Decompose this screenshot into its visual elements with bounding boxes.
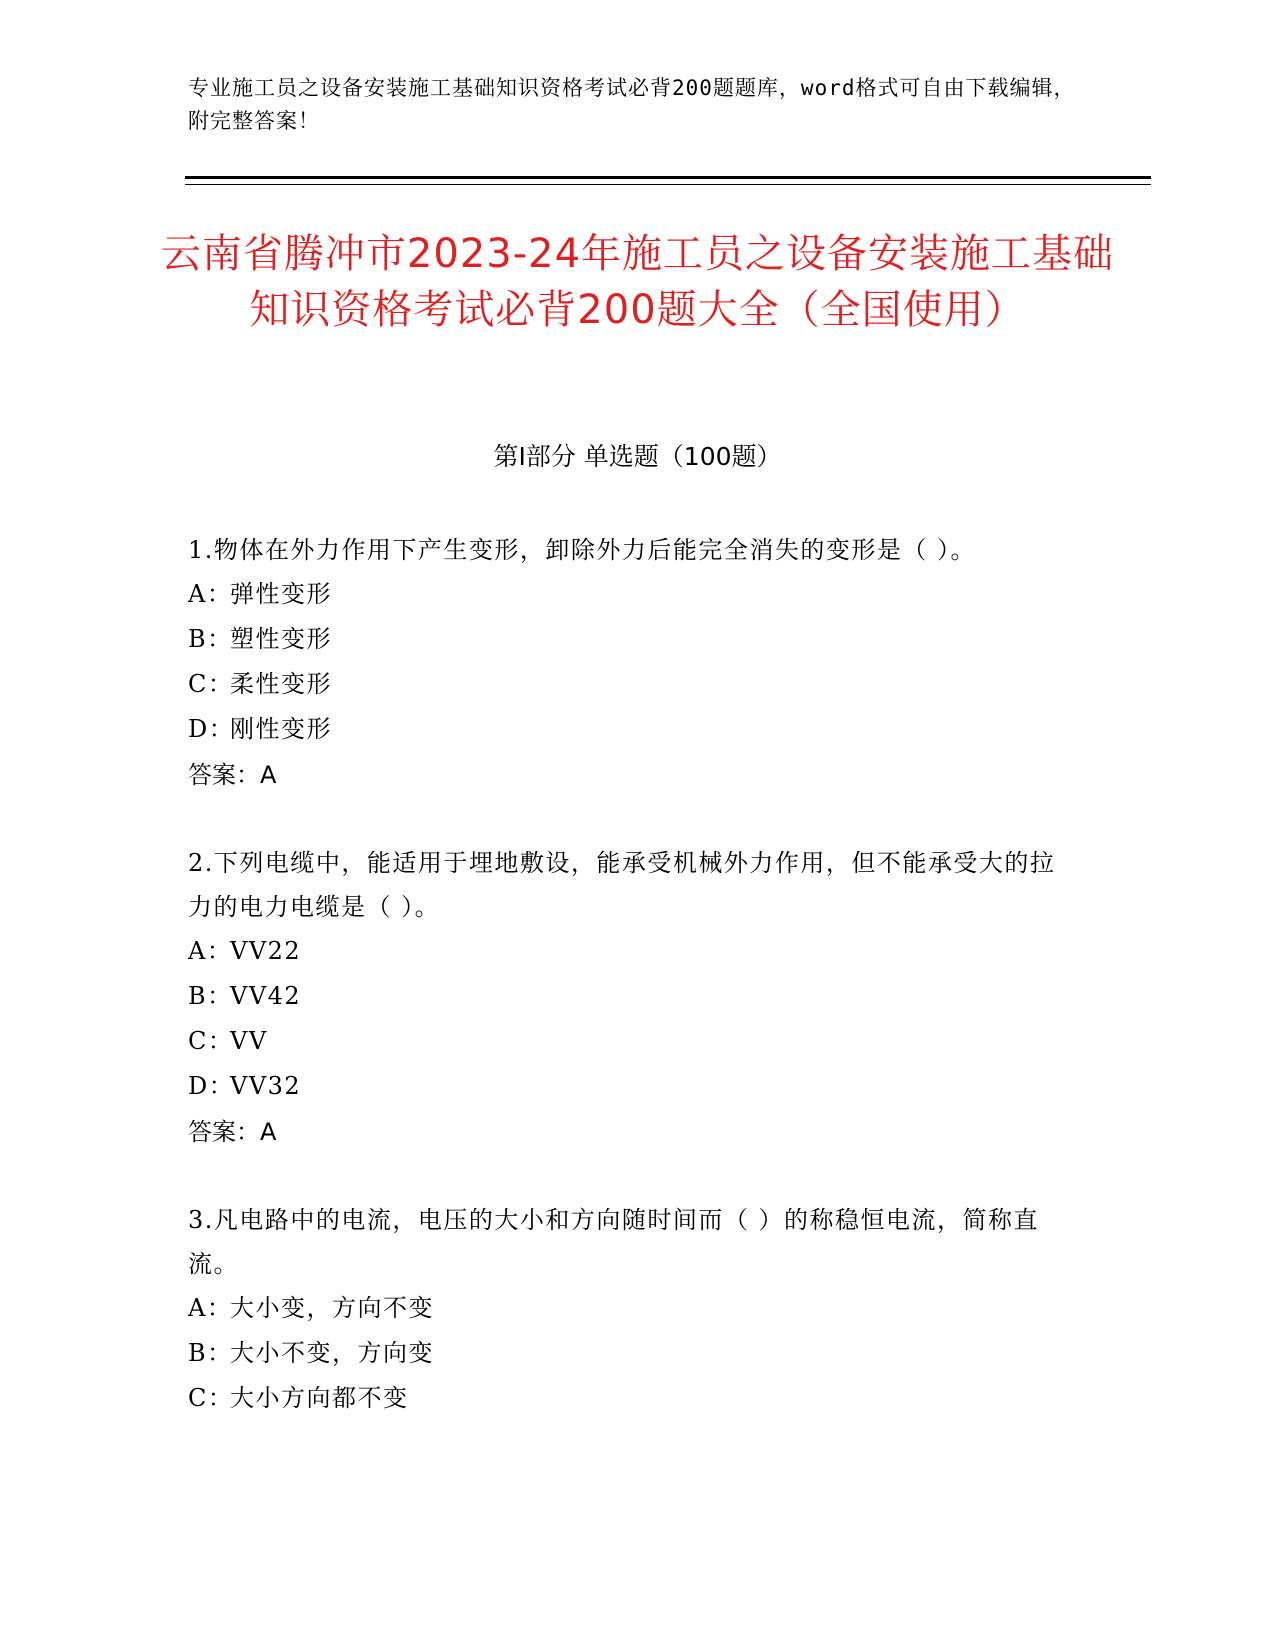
question-stem: 2.下列电缆中，能适用于埋地敷设，能承受机械外力作用，但不能承受大的拉力的电力电缆是（ ）。 xyxy=(188,849,1056,921)
question-stem: 3.凡电路中的电流，电压的大小和方向随时间而（ ）的称稳恒电流，简称直流。 xyxy=(188,1206,1040,1278)
option-d xyxy=(188,1064,1073,1109)
option-text: 塑性变形 xyxy=(230,625,332,653)
option-text: 大小方向都不变 xyxy=(230,1384,409,1412)
question-list xyxy=(188,528,1073,1464)
answer-line: 答案：A xyxy=(188,1118,277,1146)
option-text: VV42 xyxy=(230,982,302,1010)
option-b xyxy=(188,974,1073,1019)
option-a xyxy=(188,1286,1073,1331)
option-d xyxy=(188,707,1073,752)
document-title: 云南省腾冲市2023-24年施工员之设备安装施工基础知识资格考试必背200题大全（全国使用） xyxy=(160,231,1115,333)
option-letter: B： xyxy=(188,982,233,1010)
question-2 xyxy=(188,841,1073,1155)
option-text: 柔性变形 xyxy=(230,670,332,698)
option-letter: C： xyxy=(188,1384,234,1412)
option-b xyxy=(188,1331,1073,1376)
option-c xyxy=(188,1376,1073,1421)
option-b xyxy=(188,617,1073,662)
option-letter: A： xyxy=(188,580,233,608)
option-letter: A： xyxy=(188,1294,233,1322)
question-stem: 1.物体在外力作用下产生变形，卸除外力后能完全消失的变形是（ ）。 xyxy=(188,536,977,564)
option-letter: D： xyxy=(188,1072,235,1100)
header-rule-thick xyxy=(185,176,1151,179)
option-letter: C： xyxy=(188,670,234,698)
option-letter: B： xyxy=(188,625,233,653)
option-a xyxy=(188,572,1073,617)
option-text: VV xyxy=(230,1027,268,1055)
header-note: 专业施工员之设备安装施工基础知识资格考试必背200题题库，word格式可自由下载编辑，附完整答案！ xyxy=(188,76,1076,133)
option-c xyxy=(188,662,1073,707)
option-text: 弹性变形 xyxy=(230,580,332,608)
option-text: VV32 xyxy=(230,1072,302,1100)
answer-line: 答案：A xyxy=(188,761,277,789)
question-1 xyxy=(188,528,1073,798)
option-text: 大小不变，方向变 xyxy=(230,1339,434,1367)
option-letter: A： xyxy=(188,937,233,965)
header-rule-thin xyxy=(185,184,1151,185)
question-3 xyxy=(188,1198,1073,1421)
option-text: VV22 xyxy=(230,937,302,965)
option-a xyxy=(188,929,1073,974)
option-letter: D： xyxy=(188,715,235,743)
option-letter: B： xyxy=(188,1339,233,1367)
option-text: 刚性变形 xyxy=(230,715,332,743)
option-letter: C： xyxy=(188,1027,234,1055)
option-text: 大小变，方向不变 xyxy=(230,1294,434,1322)
section-title: 第Ⅰ部分 单选题（100题） xyxy=(493,442,782,471)
option-c xyxy=(188,1019,1073,1064)
